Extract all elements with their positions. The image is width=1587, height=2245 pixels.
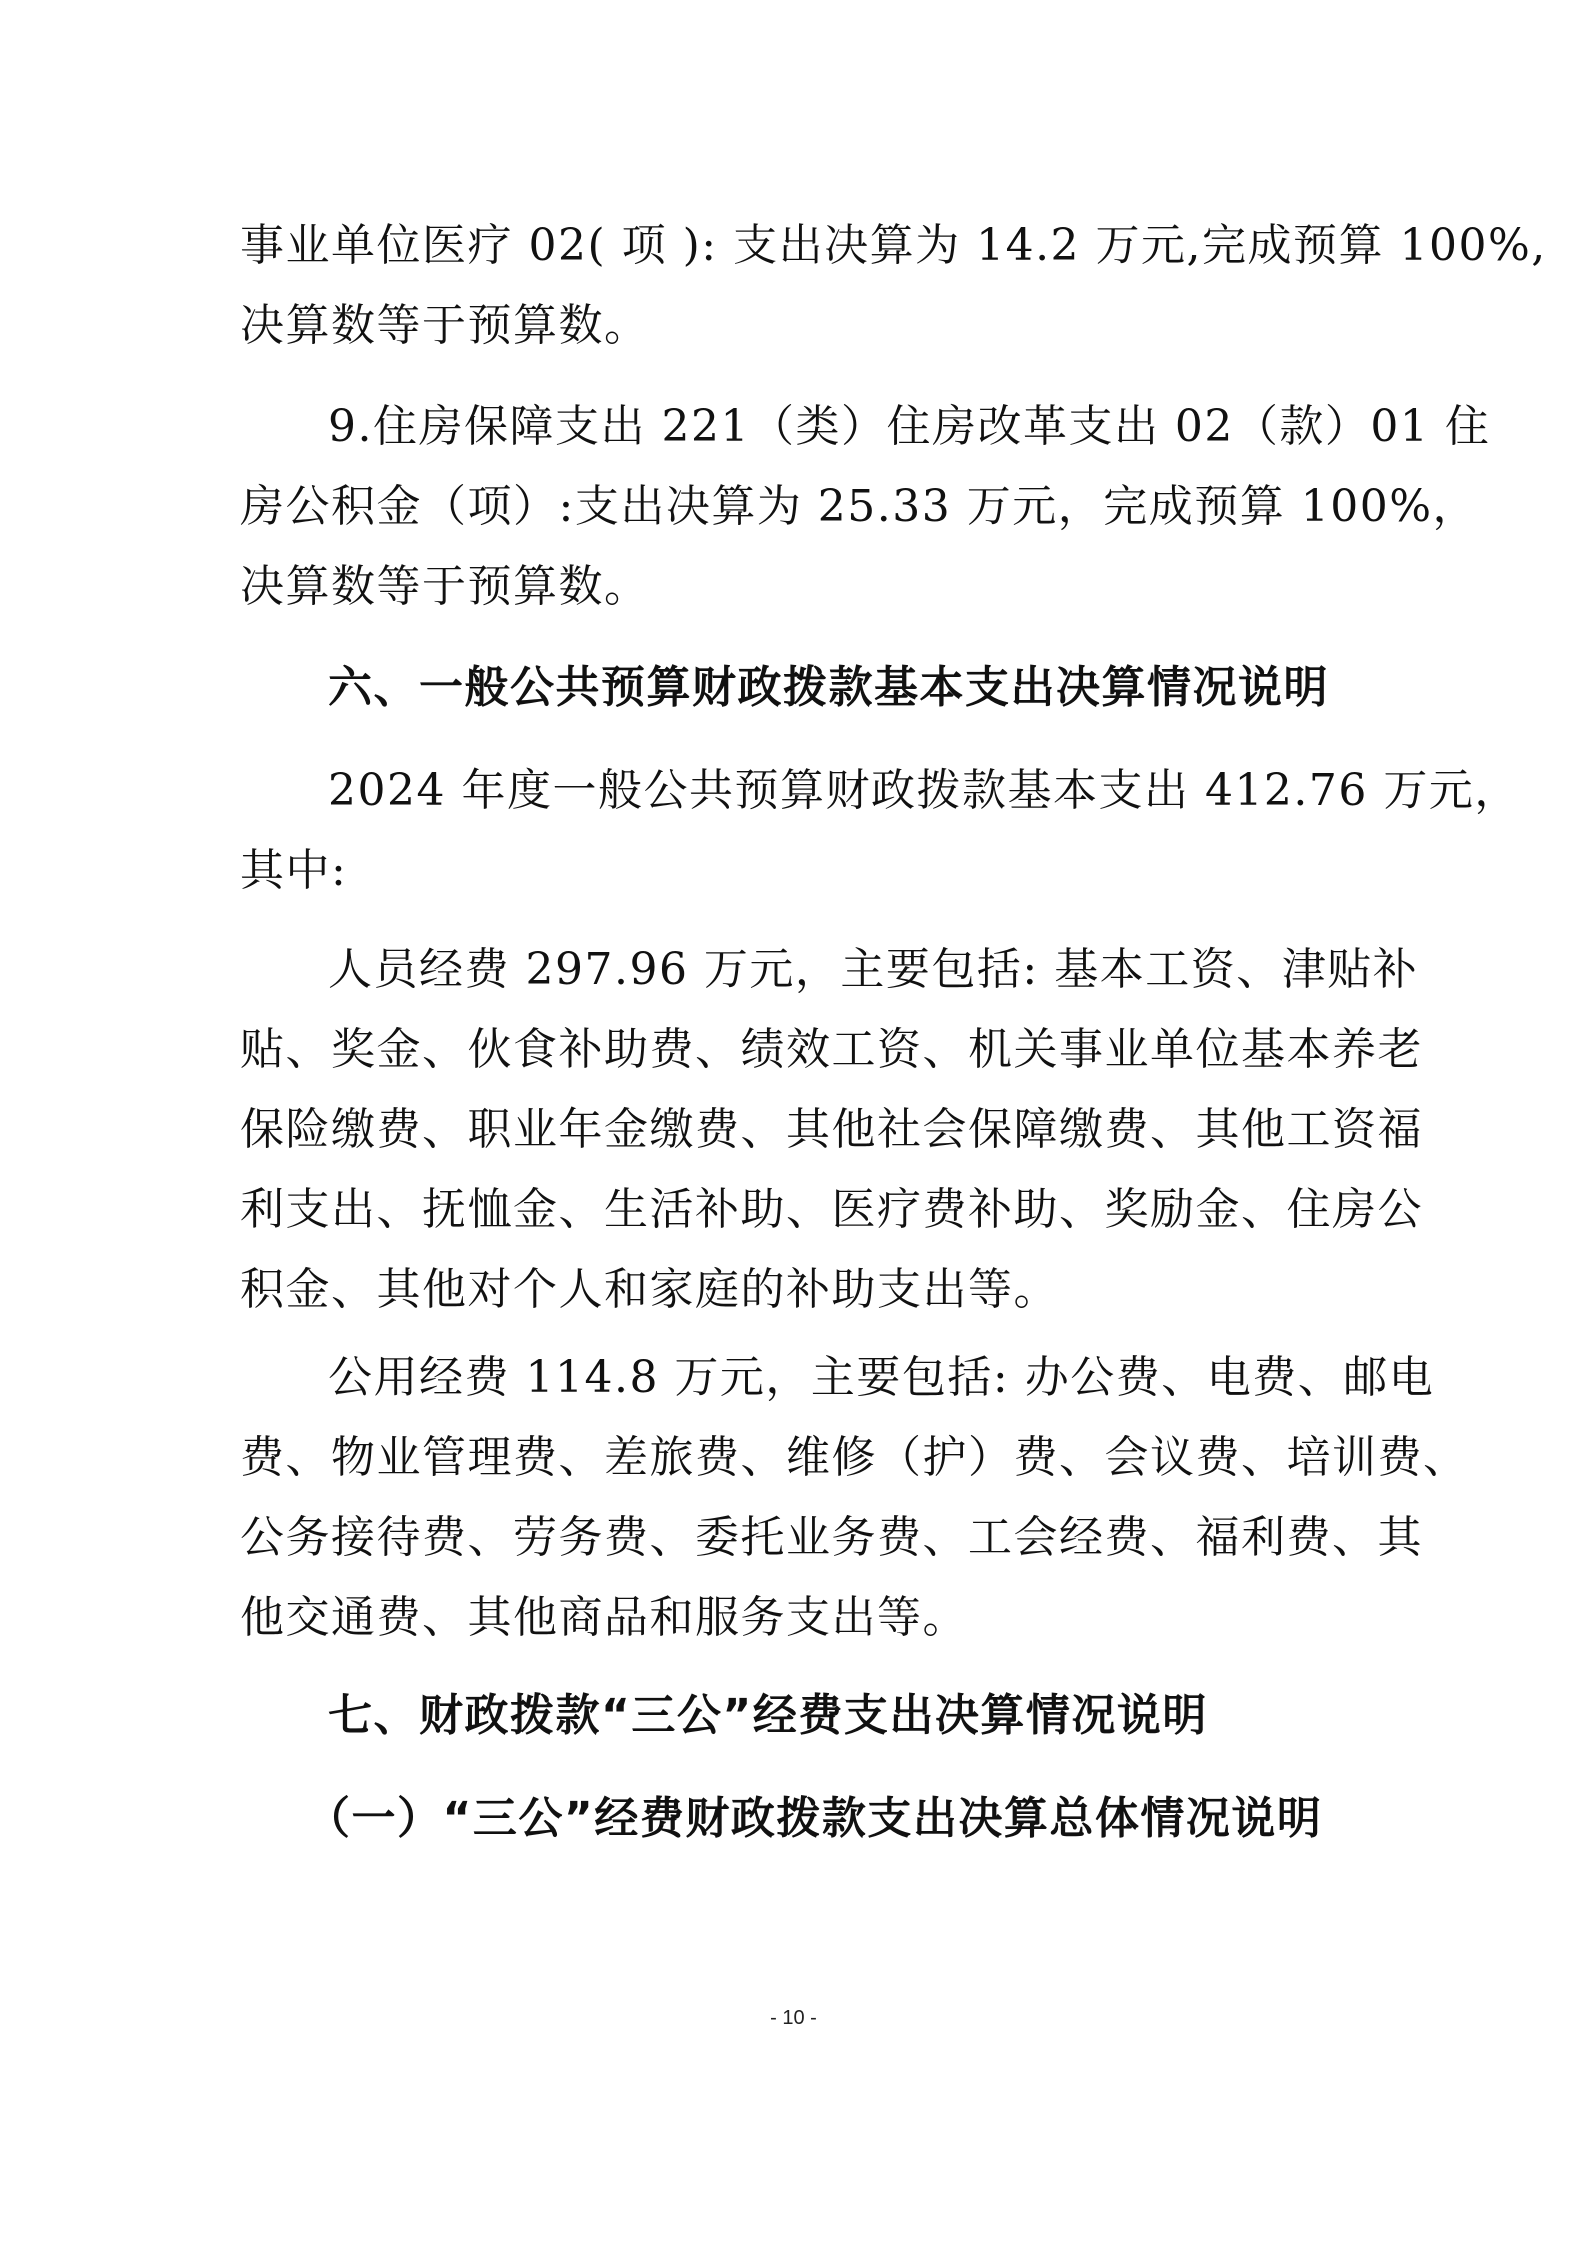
heading-text: （一）“三公”经费财政拨款支出决算总体情况说明 <box>306 1793 1323 1844</box>
paragraph-line: 其中: <box>240 845 348 896</box>
page-number: - 10 - <box>770 2007 817 2029</box>
paragraph-line: 公务接待费、劳务费、委托业务费、工会经费、福利费、其 <box>240 1512 1423 1563</box>
paragraph-line: 事业单位医疗 02( 项 ): 支出决算为 14.2 万元,完成预算 100%, <box>240 220 1547 271</box>
paragraph-line: 贴、奖金、伙食补助费、绩效工资、机关事业单位基本养老 <box>240 1024 1423 1075</box>
paragraph-personnel-expense <box>240 930 1423 1330</box>
paragraph-line: 9.住房保障支出 221（类）住房改革支出 02（款）01 住 <box>328 401 1491 452</box>
paragraph-line: 他交通费、其他商品和服务支出等。 <box>240 1592 968 1643</box>
paragraph-basic-expense-total <box>240 751 1520 911</box>
paragraph-public-expense <box>240 1338 1469 1658</box>
paragraph-housing-expense <box>240 387 1491 627</box>
heading-text: 六、一般公共预算财政拨款基本支出决算情况说明 <box>328 662 1329 713</box>
paragraph-line: 保险缴费、职业年金缴费、其他社会保障缴费、其他工资福 <box>240 1104 1423 1155</box>
paragraph-line: 费、物业管理费、差旅费、维修（护）费、会议费、培训费、 <box>240 1432 1469 1483</box>
paragraph-line: 人员经费 297.96 万元，主要包括: 基本工资、津贴补 <box>328 944 1419 995</box>
paragraph-line: 决算数等于预算数。 <box>240 561 650 612</box>
paragraph-line: 公用经费 114.8 万元，主要包括: 办公费、电费、邮电 <box>328 1352 1435 1403</box>
paragraph-line: 2024 年度一般公共预算财政拨款基本支出 412.76 万元， <box>328 765 1520 816</box>
heading-text: 七、财政拨款“三公”经费支出决算情况说明 <box>328 1690 1208 1741</box>
paragraph-line: 决算数等于预算数。 <box>240 300 650 351</box>
section-heading-7 <box>240 1676 1360 1756</box>
subsection-heading-7-1 <box>240 1779 1360 1859</box>
paragraph-line: 房公积金（项）:支出决算为 25.33 万元，完成预算 100%， <box>240 481 1479 532</box>
paragraph-line: 利支出、抚恤金、生活补助、医疗费补助、奖励金、住房公 <box>240 1184 1423 1235</box>
paragraph-line: 积金、其他对个人和家庭的补助支出等。 <box>240 1264 1059 1315</box>
section-heading-6 <box>240 648 1360 728</box>
paragraph-medical-expense <box>240 206 1547 366</box>
